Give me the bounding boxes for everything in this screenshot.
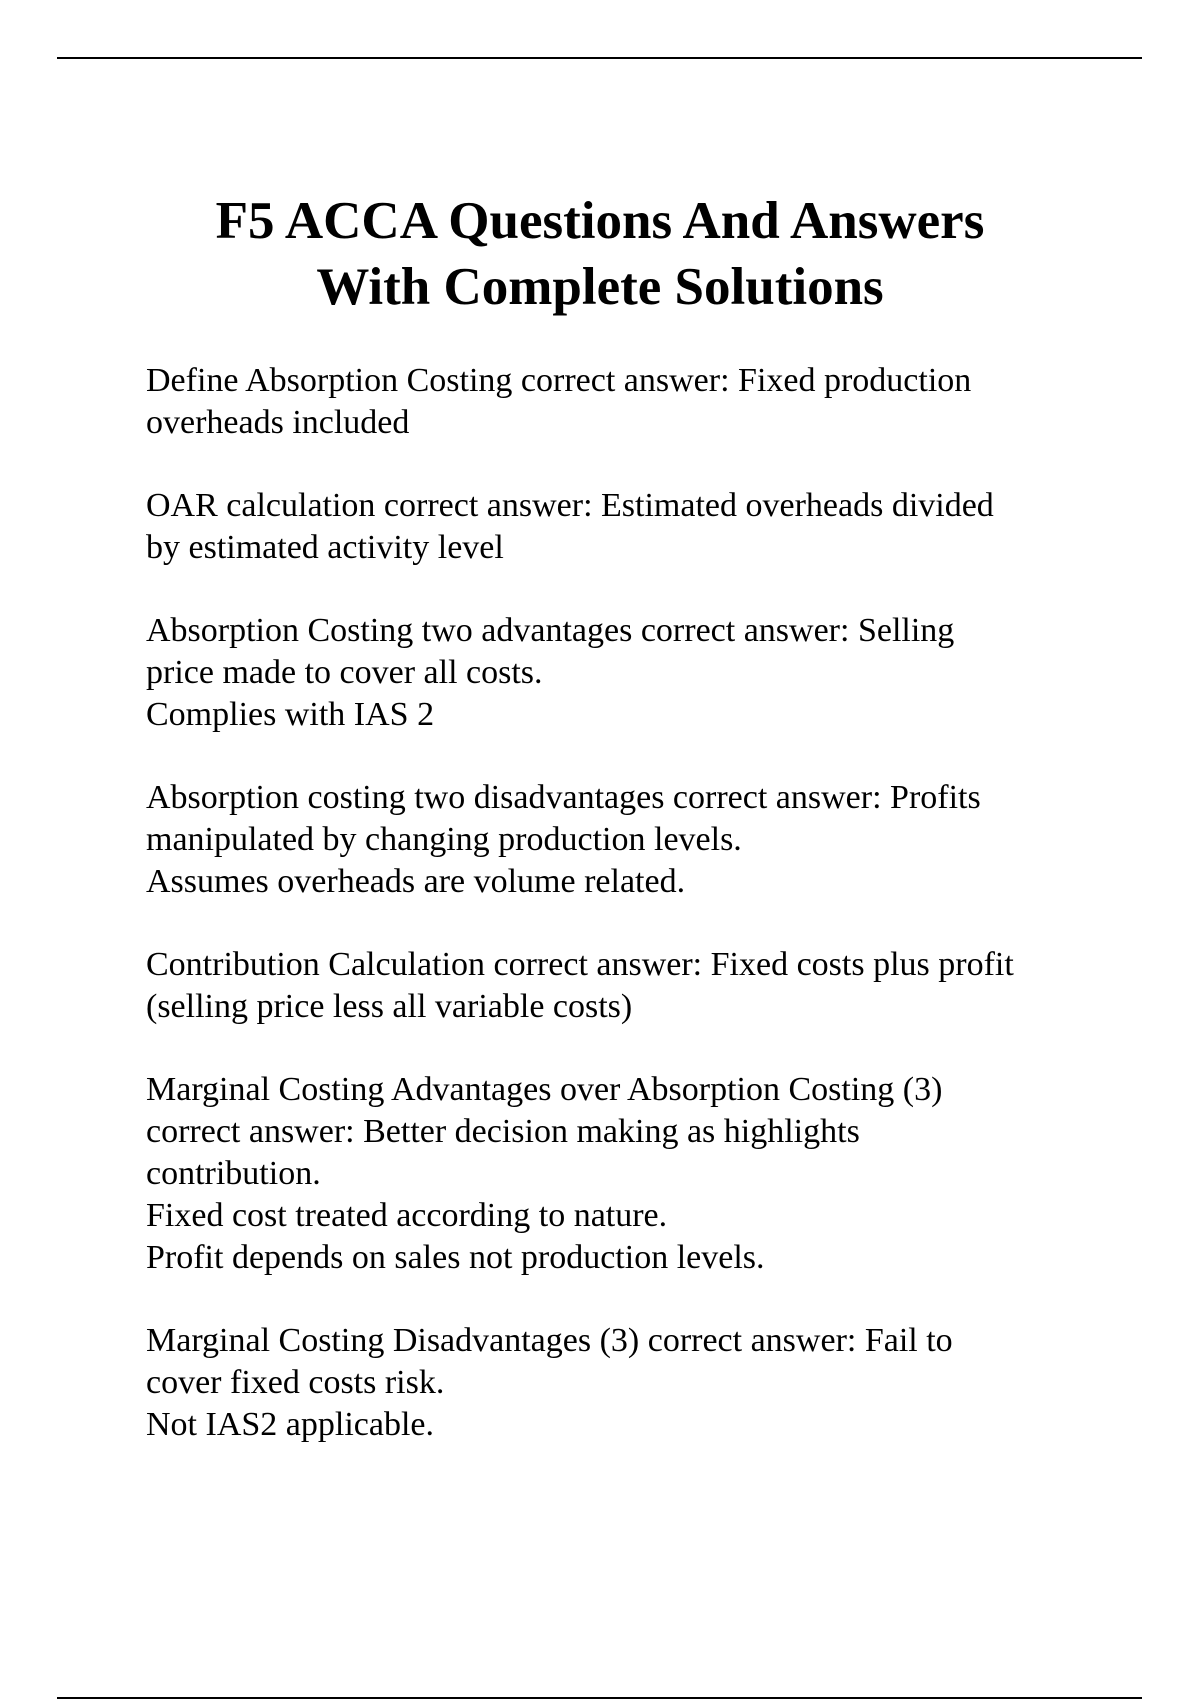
document-title: [60, 188, 1140, 320]
qa-entry: [146, 777, 1156, 903]
entry-line: (selling price less all variable costs): [146, 988, 633, 1025]
entry-line: Marginal Costing Disadvantages (3) correct answer: Fail to: [146, 1322, 953, 1359]
entry-line: manipulated by changing production levels.: [146, 821, 742, 858]
entry-line: Assumes overheads are volume related.: [146, 863, 686, 900]
title-line: With Complete Solutions: [316, 258, 884, 316]
entry-line: Fixed cost treated according to nature.: [146, 1197, 668, 1234]
entry-line: Not IAS2 applicable.: [146, 1406, 434, 1443]
qa-entry: [146, 485, 1156, 569]
qa-entry: [146, 1320, 1156, 1446]
qa-entry: [146, 944, 1156, 1028]
qa-entry: [146, 610, 1156, 736]
entry-line: price made to cover all costs.: [146, 654, 543, 691]
bottom-rule: [57, 1697, 1142, 1699]
entry-line: Absorption Costing two advantages correct answer: Selling: [146, 612, 955, 649]
entry-line: Define Absorption Costing correct answer: Fixed production: [146, 362, 972, 399]
entry-line: correct answer: Better decision making as highlights: [146, 1113, 860, 1150]
qa-entry: [146, 1069, 1156, 1279]
top-rule: [57, 57, 1142, 59]
entry-line: Complies with IAS 2: [146, 696, 435, 733]
qa-list: [146, 360, 1156, 1487]
entry-line: Marginal Costing Advantages over Absorption Costing (3): [146, 1071, 943, 1108]
entry-line: Contribution Calculation correct answer: Fixed costs plus profit: [146, 946, 1014, 983]
entry-line: Profit depends on sales not production levels.: [146, 1239, 765, 1276]
entry-line: by estimated activity level: [146, 529, 504, 566]
entry-line: overheads included: [146, 404, 410, 441]
entry-line: contribution.: [146, 1155, 321, 1192]
title-line: F5 ACCA Questions And Answers: [215, 192, 985, 250]
entry-line: Absorption costing two disadvantages correct answer: Profits: [146, 779, 981, 816]
qa-entry: [146, 360, 1156, 444]
entry-line: OAR calculation correct answer: Estimated overheads divided: [146, 487, 994, 524]
entry-line: cover fixed costs risk.: [146, 1364, 445, 1401]
